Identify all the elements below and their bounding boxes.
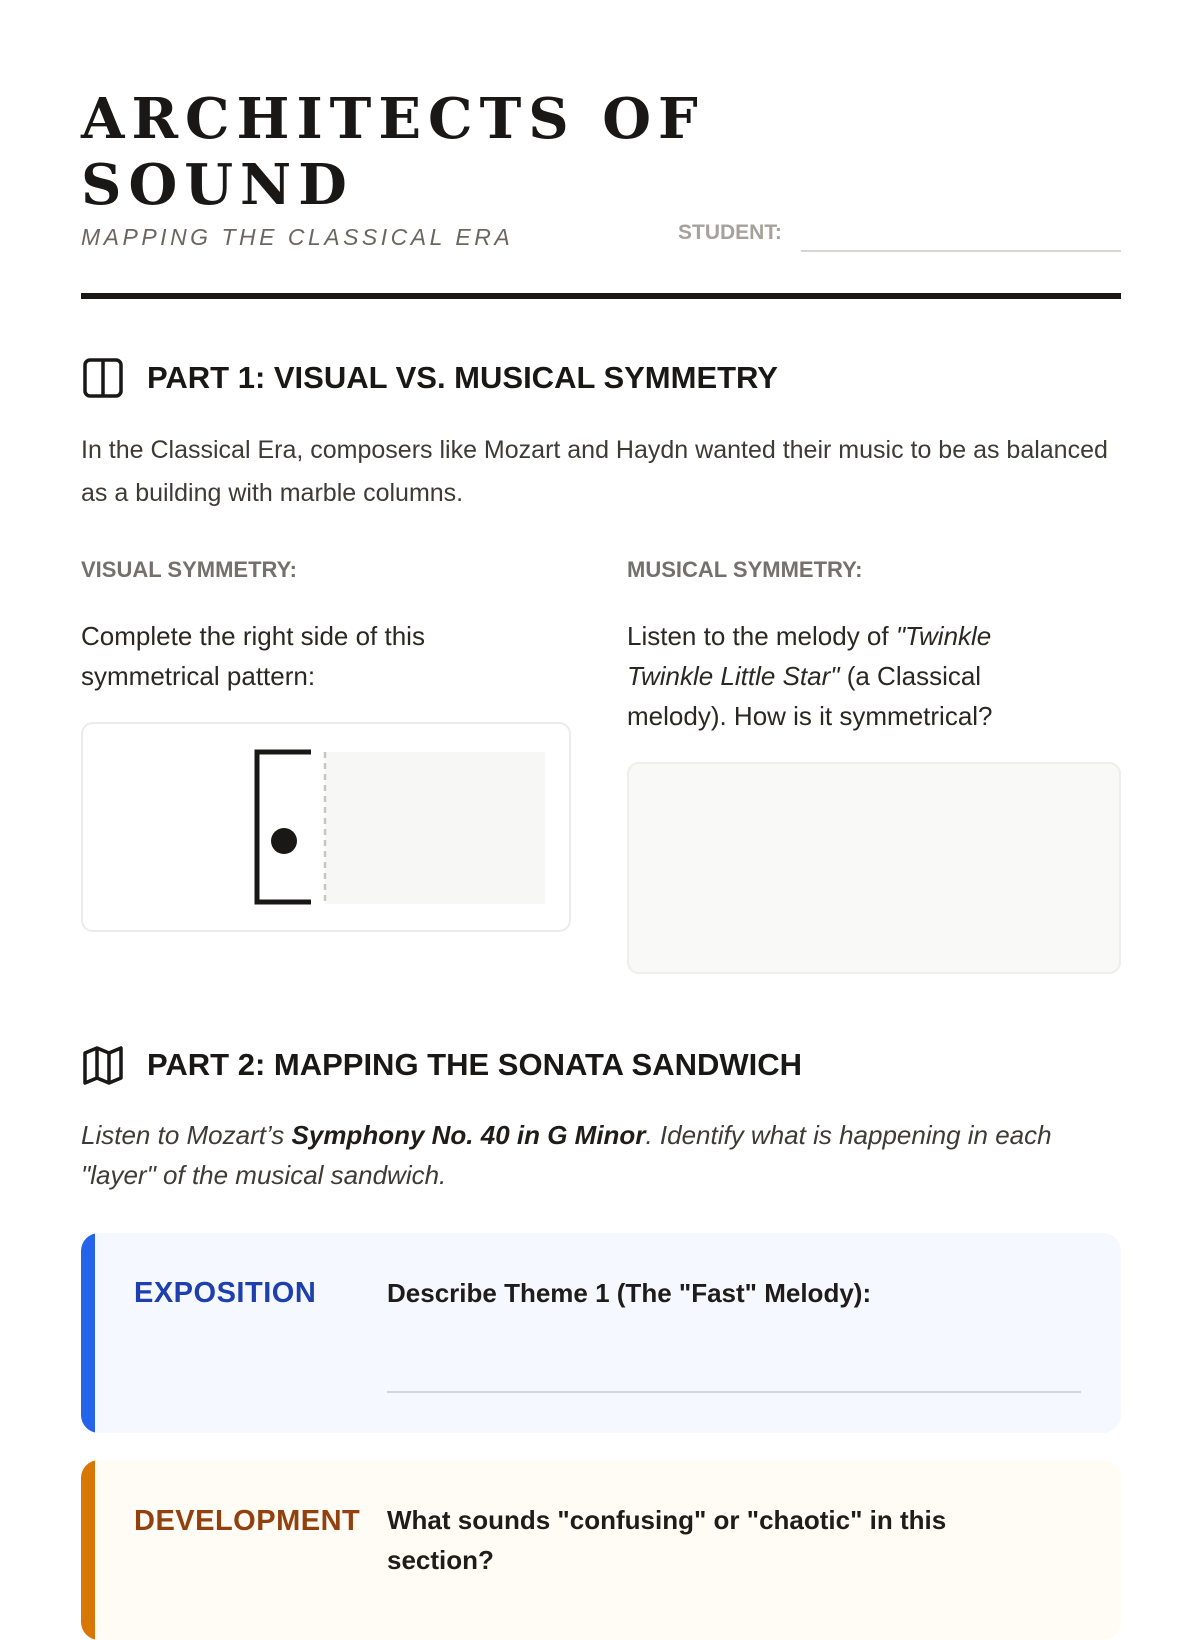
exposition-label: EXPOSITION bbox=[134, 1277, 317, 1309]
musical-symmetry-prompt bbox=[627, 616, 1067, 736]
part2-intro-end: . Identify what is happening in each "layer" of the musical sandwich. bbox=[81, 1120, 1052, 1190]
student-label: STUDENT: bbox=[678, 221, 782, 244]
prompt-text-start: Listen to the melody of bbox=[627, 621, 896, 651]
part2-intro bbox=[81, 1115, 1101, 1195]
development-card bbox=[81, 1460, 1121, 1640]
part2-heading bbox=[81, 1043, 802, 1087]
exposition-accent-bar bbox=[81, 1233, 95, 1433]
exposition-question: Describe Theme 1 (The "Fast" Melody): bbox=[387, 1278, 872, 1308]
visual-symmetry-prompt: Complete the right side of this symmetrical pattern: bbox=[81, 621, 425, 691]
student-name-field[interactable] bbox=[801, 250, 1121, 252]
symphony-title: Symphony No. 40 in G Minor bbox=[291, 1120, 646, 1150]
prompt-text-end: (a Classical melody). How is it symmetrical? bbox=[627, 661, 993, 731]
part1-heading bbox=[81, 356, 778, 400]
worksheet-subtitle: MAPPING THE CLASSICAL ERA bbox=[81, 224, 514, 250]
exposition-card bbox=[81, 1233, 1121, 1433]
map-icon bbox=[81, 1043, 125, 1087]
development-label: DEVELOPMENT bbox=[134, 1505, 361, 1537]
worksheet-title: ARCHITECTS OF SOUND bbox=[81, 86, 705, 218]
part2-intro-start: Listen to Mozart’s bbox=[81, 1120, 292, 1150]
half-pattern-shape bbox=[81, 722, 571, 932]
header-divider bbox=[81, 293, 1121, 299]
visual-symmetry-label: VISUAL SYMMETRY: bbox=[81, 557, 297, 582]
exposition-answer-line[interactable] bbox=[387, 1391, 1081, 1393]
symmetry-pattern-box bbox=[81, 722, 571, 932]
musical-symmetry-answer[interactable] bbox=[627, 762, 1121, 974]
development-accent-bar bbox=[81, 1460, 95, 1640]
part1-title: PART 1: VISUAL VS. MUSICAL SYMMETRY bbox=[147, 360, 778, 395]
song-title: "Twinkle Twinkle Little Star" bbox=[627, 621, 992, 691]
musical-symmetry-label: MUSICAL SYMMETRY: bbox=[627, 557, 863, 582]
part2-title: PART 2: MAPPING THE SONATA SANDWICH bbox=[147, 1047, 803, 1082]
columns-icon bbox=[81, 356, 125, 400]
development-question: What sounds "confusing" or "chaotic" in this section? bbox=[387, 1505, 947, 1575]
part1-intro: In the Classical Era, composers like Mozart and Haydn wanted their music to be as balanced as a building with marble columns. bbox=[81, 436, 1108, 507]
